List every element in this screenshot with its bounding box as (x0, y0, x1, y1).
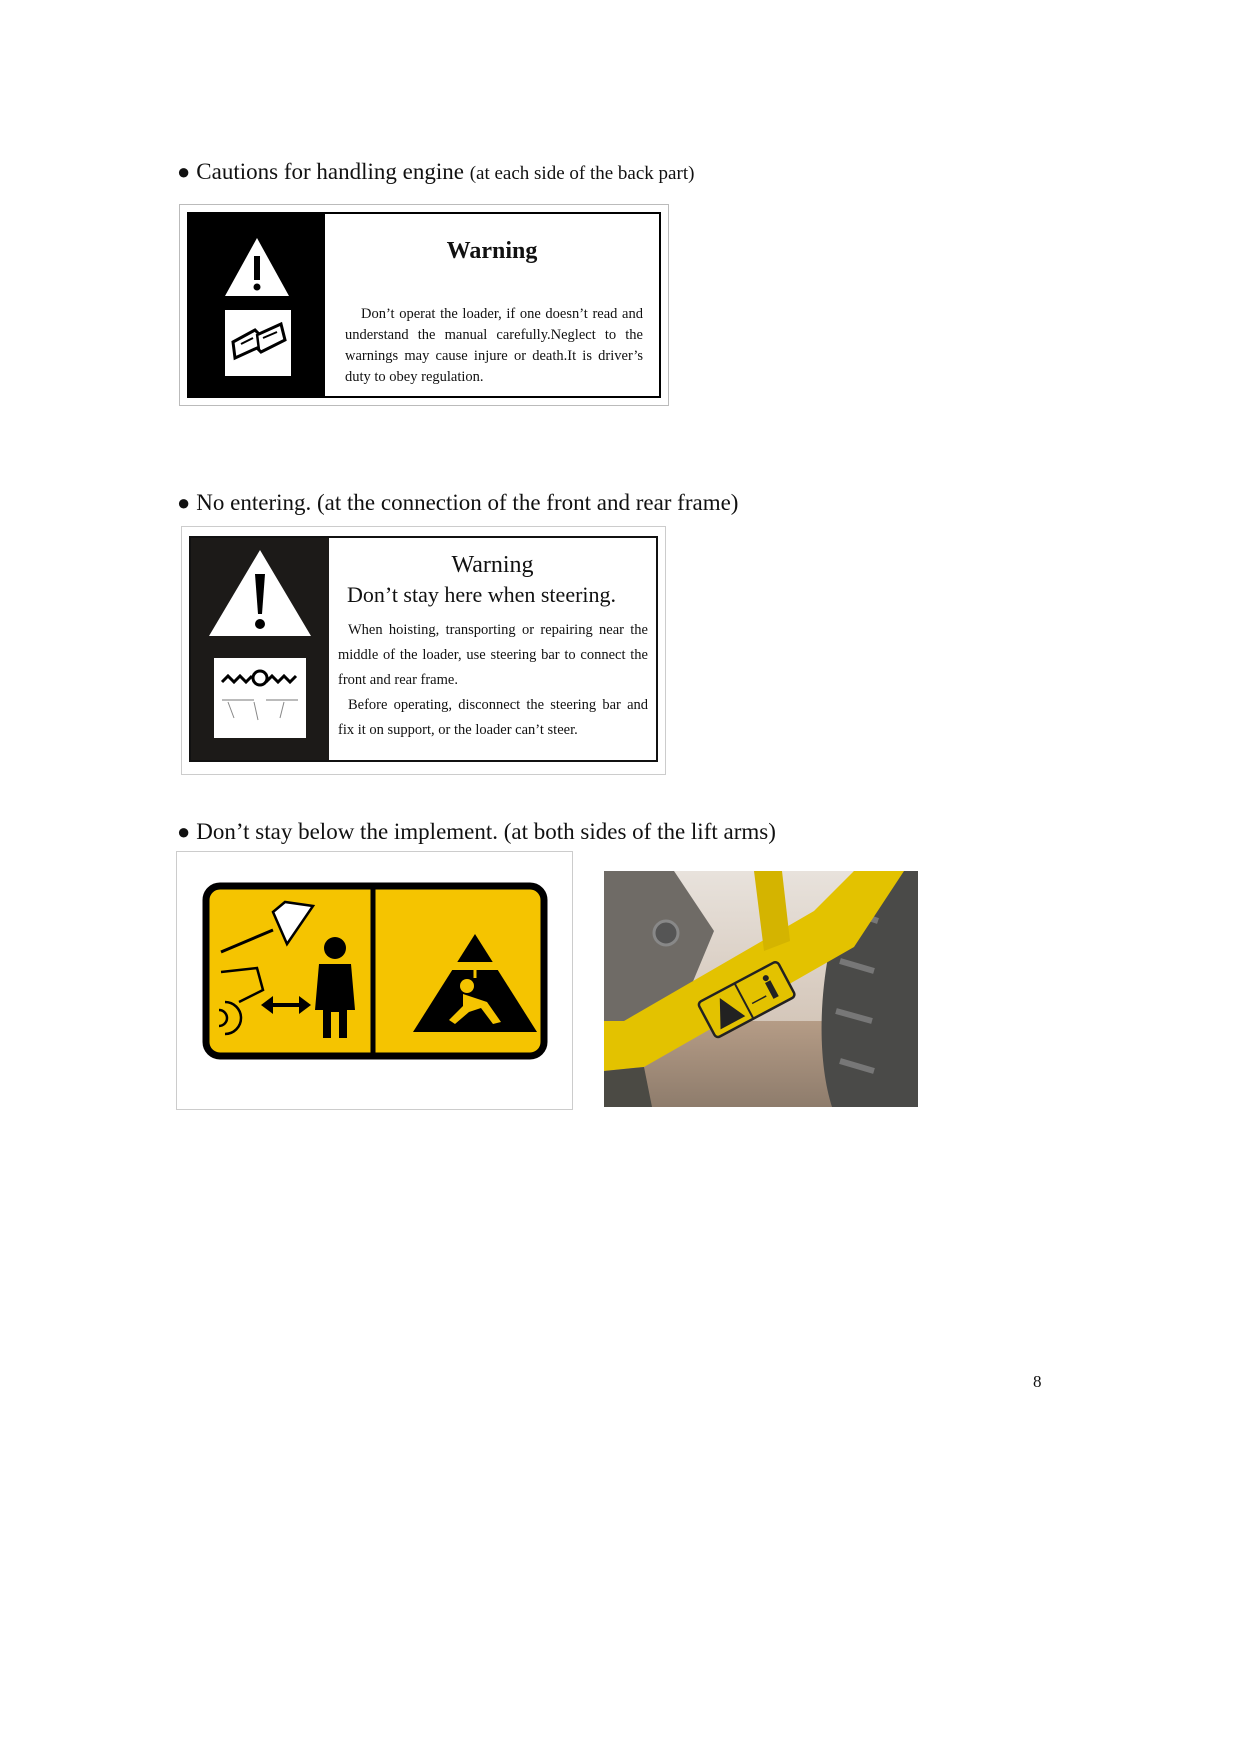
sign-paragraph: Before operating, disconnect the steering bar and fix it on support, or the loader can’t steer. (338, 697, 648, 738)
implement-hazard-sign (176, 851, 573, 1110)
lift-arm-photo (604, 871, 918, 1107)
loader-lift-arm-illustration (604, 871, 918, 1107)
steering-bar-icon (214, 658, 306, 738)
sign-subtitle: Don’t stay here when steering. (347, 582, 617, 607)
bullet: ● (177, 159, 191, 184)
sign-icon-column (189, 214, 325, 396)
heading-text: Don’t stay below the implement. (at both sides of the lift arms) (196, 819, 776, 844)
heading-text: No entering. (at the connection of the front and rear frame) (196, 490, 739, 515)
heading-text: Cautions for handling engine (196, 159, 470, 184)
page-number: 8 (1033, 1372, 1042, 1391)
bullet: ● (177, 490, 191, 515)
crush-hazard-icon (405, 928, 545, 1038)
sign-title: Warning (451, 552, 534, 578)
sign-paragraph: When hoisting, transporting or repairing near the middle of the loader, use steering bar to connect the front and rear frame. (338, 622, 648, 688)
warning-sign-manual (179, 204, 669, 406)
sign-title: Warning (446, 238, 538, 264)
sign-body (338, 618, 648, 743)
bullet: ● (177, 819, 191, 844)
section-heading-implement (177, 818, 776, 846)
heading-location: (at each side of the back part) (469, 163, 695, 184)
section-heading-engine (177, 158, 694, 188)
sign-body: Don’t operat the loader, if one doesn’t read and understand the manual carefully.Neglect to the warnings may cause injure or death.It is driver’s duty to obey regulation. (345, 306, 643, 385)
sign-icon-column (191, 538, 329, 760)
warning-sign-steering (181, 526, 666, 775)
manual-book-icon (225, 310, 291, 376)
warning-triangle-icon (191, 538, 329, 648)
section-heading-no-entering (177, 489, 738, 517)
